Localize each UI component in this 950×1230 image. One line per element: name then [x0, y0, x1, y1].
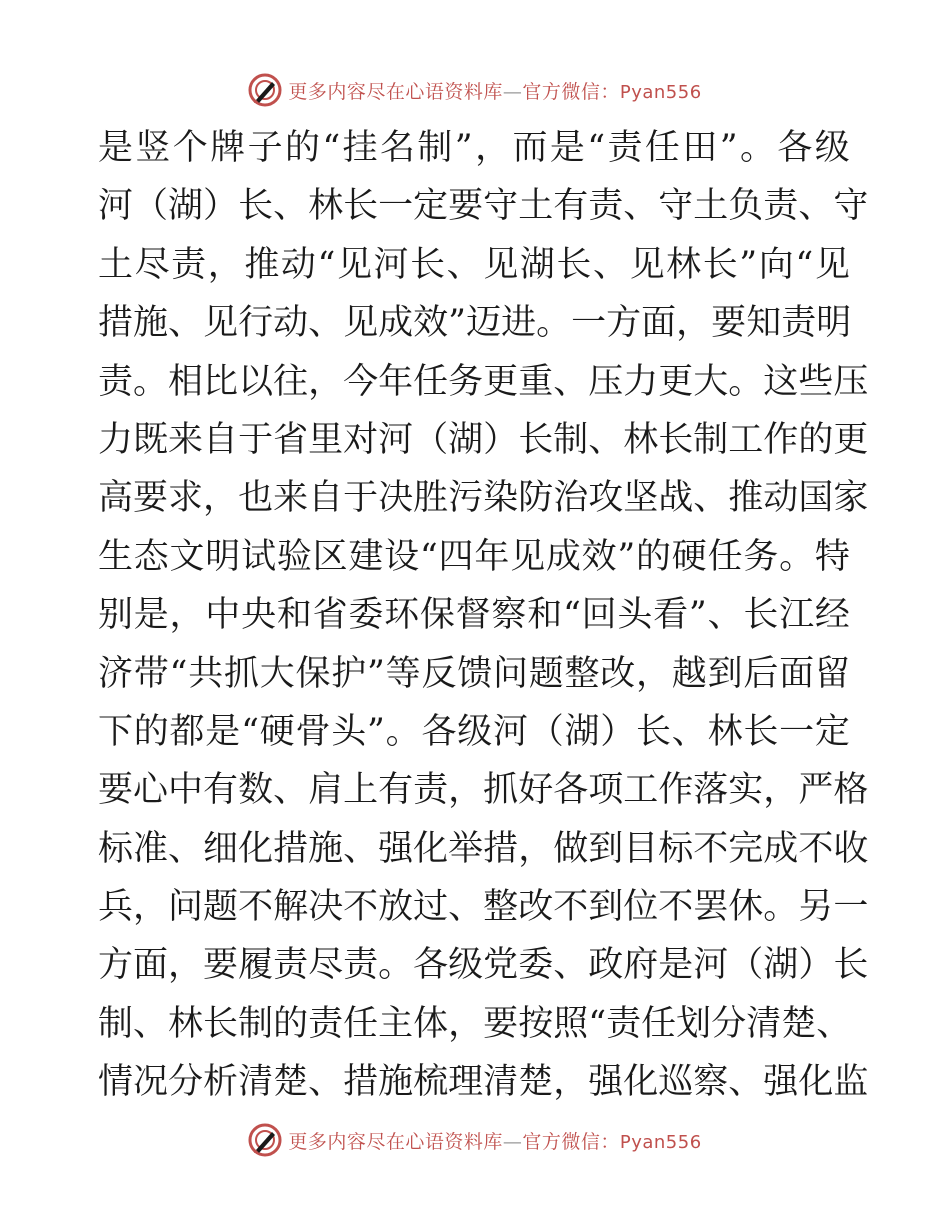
pen-logo-icon: [248, 73, 282, 107]
text-line: 力 既 来 自 于 省 里 对 河 （ 湖 ） 长 制 、 林 长 制 工 作 的 更: [98, 419, 869, 460]
pen-logo-icon: [248, 1123, 282, 1157]
text-line: 要 心 中 有 数 、 肩 上 有 责 ， 抓 好 各 项 工 作 落 实 ， 严 格: [98, 770, 869, 811]
text-line: 生 态 文 明 试 验 区 建 设 “ 四 年 见 成 效 ” 的 硬 任 务 。 特: [98, 536, 850, 577]
text-line: 兵 ， 问 题 不 解 决 不 放 过 、 整 改 不 到 位 不 罢 休 。 另 一: [98, 887, 869, 928]
text-line: 方 面 ， 要 履 责 尽 责 。 各 级 党 委 、 政 府 是 河 （ 湖 ） 长: [98, 945, 869, 986]
text-line: 措 施 、 见 行 动 、 见 成 效 ” 迈 进 。 一 方 面 ， 要 知 责 明: [98, 303, 852, 344]
text-line: 高 要 求 ， 也 来 自 于 决 胜 污 染 防 治 攻 坚 战 、 推 动 国 家: [98, 478, 869, 519]
text-line: 标 准 、 细 化 措 施 、 强 化 举 措 ， 做 到 目 标 不 完 成 不 收: [98, 828, 869, 869]
text-line: 是 竖 个 牌 子 的 “ 挂 名 制 ” ， 而 是 “ 责 任 田 ” 。 各 级: [98, 128, 850, 168]
text-line: 情 况 分 析 清 楚 、 措 施 梳 理 清 楚 ， 强 化 巡 察 、 强 化 监: [98, 1062, 869, 1103]
header-watermark: [0, 70, 950, 110]
text-line: 制 、 林 长 制 的 责 任 主 体 ， 要 按 照 “ 责 任 划 分 清 楚 、: [98, 1003, 852, 1044]
text-line: 别 是 ， 中 央 和 省 委 环 保 督 察 和 “ 回 头 看 ” 、 长 江 经: [98, 595, 850, 636]
footer-watermark: [0, 1120, 950, 1160]
text-line: 河 （ 湖 ） 长 、 林 长 一 定 要 守 土 有 责 、 守 土 负 责 、 守: [98, 186, 869, 227]
document-body: [98, 119, 869, 1112]
text-line: 济 带 “ 共 抓 大 保 护 ” 等 反 馈 问 题 整 改 ， 越 到 后 面 留: [98, 653, 850, 694]
text-line: 下 的 都 是 “ 硬 骨 头 ” 。 各 级 河 （ 湖 ） 长 、 林 长 一 定: [98, 711, 850, 752]
text-line: 责 。 相 比 以 往 ， 今 年 任 务 更 重 、 压 力 更 大 。 这 些 压: [98, 361, 869, 402]
watermark-text: 更多内容尽在心语资料库—官方微信：Pyan556: [288, 1130, 702, 1153]
watermark-text: 更多内容尽在心语资料库—官方微信：Pyan556: [288, 80, 702, 103]
text-line: 土 尽 责 ， 推 动 “ 见 河 长 、 见 湖 长 、 见 林 长 ” 向 “ 见: [98, 244, 850, 285]
